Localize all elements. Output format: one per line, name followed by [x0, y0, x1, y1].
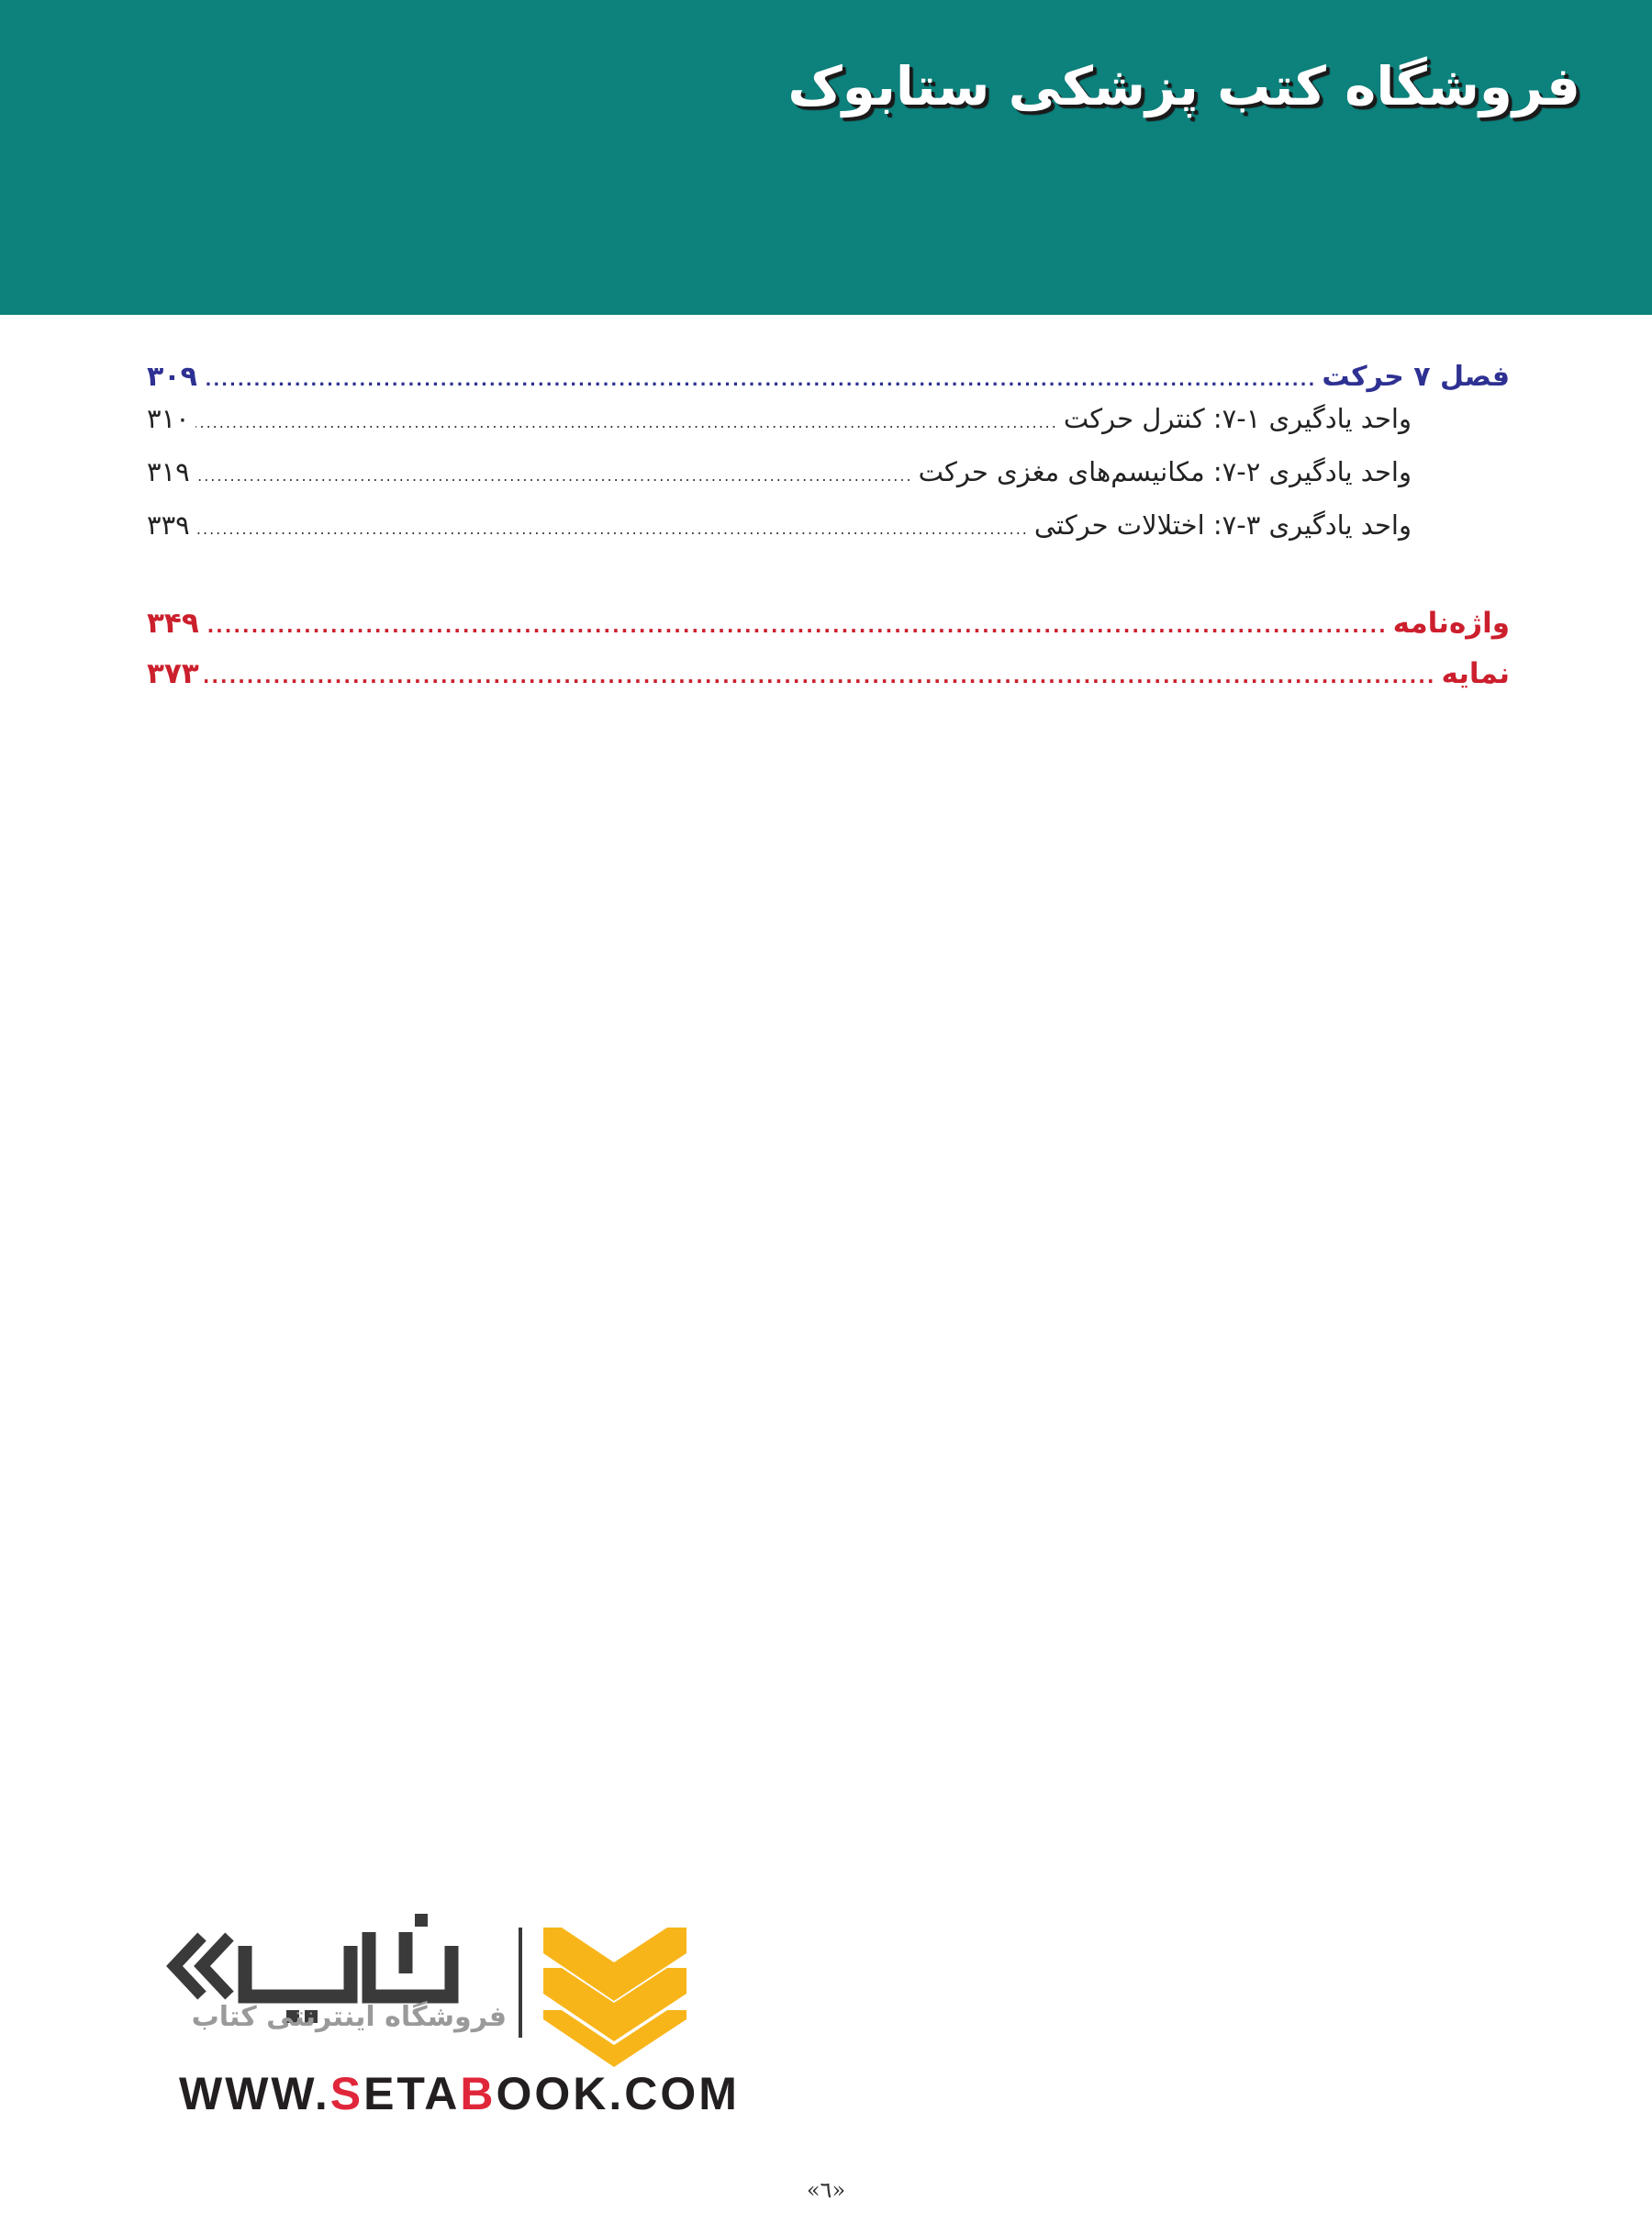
toc-unit-entry[interactable]	[147, 403, 1510, 456]
unit-title: واحد یادگیری ۱-۷: کنترل حرکت	[1063, 403, 1412, 434]
toc-unit-entry[interactable]	[147, 456, 1510, 509]
glossary-page-number: ۳۴۹	[147, 607, 199, 640]
url-accent-b: B	[460, 2068, 497, 2119]
toc-glossary-entry[interactable]	[147, 607, 1510, 657]
leader-dots	[205, 615, 1388, 637]
glossary-title: واژه‌نامه	[1392, 607, 1510, 640]
index-title: نمایه	[1441, 657, 1510, 690]
unit-page-number: ۳۱۰	[147, 403, 190, 434]
unit-title: واحد یادگیری ۳-۷: اختلالات حرکتی	[1033, 509, 1412, 541]
page-number: «٦»	[806, 2177, 846, 2203]
index-page-number: ۳۷۳	[147, 657, 199, 690]
unit-title: واحد یادگیری ۲-۷: مکانیسم‌های مغزی حرکت	[918, 456, 1412, 487]
leader-dots	[195, 414, 1058, 431]
leader-dots	[205, 665, 1436, 687]
unit-page-number: ۳۳۹	[147, 509, 190, 541]
url-accent-s: S	[329, 2068, 364, 2119]
spacer	[147, 563, 1510, 607]
url-mid: ETA	[363, 2068, 461, 2119]
unit-page-number: ۳۱۹	[147, 456, 190, 487]
toc-chapter-entry[interactable]	[147, 361, 1510, 403]
toc-unit-entry[interactable]	[147, 509, 1510, 563]
leader-dots	[195, 520, 1029, 538]
url-prefix: WWW.	[179, 2068, 330, 2119]
table-of-contents	[147, 361, 1510, 708]
url-rest: OOK.COM	[496, 2068, 740, 2119]
toc-index-entry[interactable]	[147, 657, 1510, 708]
store-title: فروشگاه کتب پزشکی ستابوک	[787, 55, 1580, 117]
logo-tagline: فروشگاه اینترنتی کتاب	[191, 2001, 507, 2033]
leader-dots	[195, 467, 913, 485]
chapter-page-number: ۳۰۹	[147, 361, 197, 393]
chapter-title: فصل ۷ حرکت	[1322, 361, 1510, 393]
leader-dots	[203, 371, 1316, 390]
website-url[interactable]	[179, 2067, 740, 2120]
header-banner	[0, 0, 1652, 315]
chevron-stack-icon	[158, 1909, 699, 2070]
